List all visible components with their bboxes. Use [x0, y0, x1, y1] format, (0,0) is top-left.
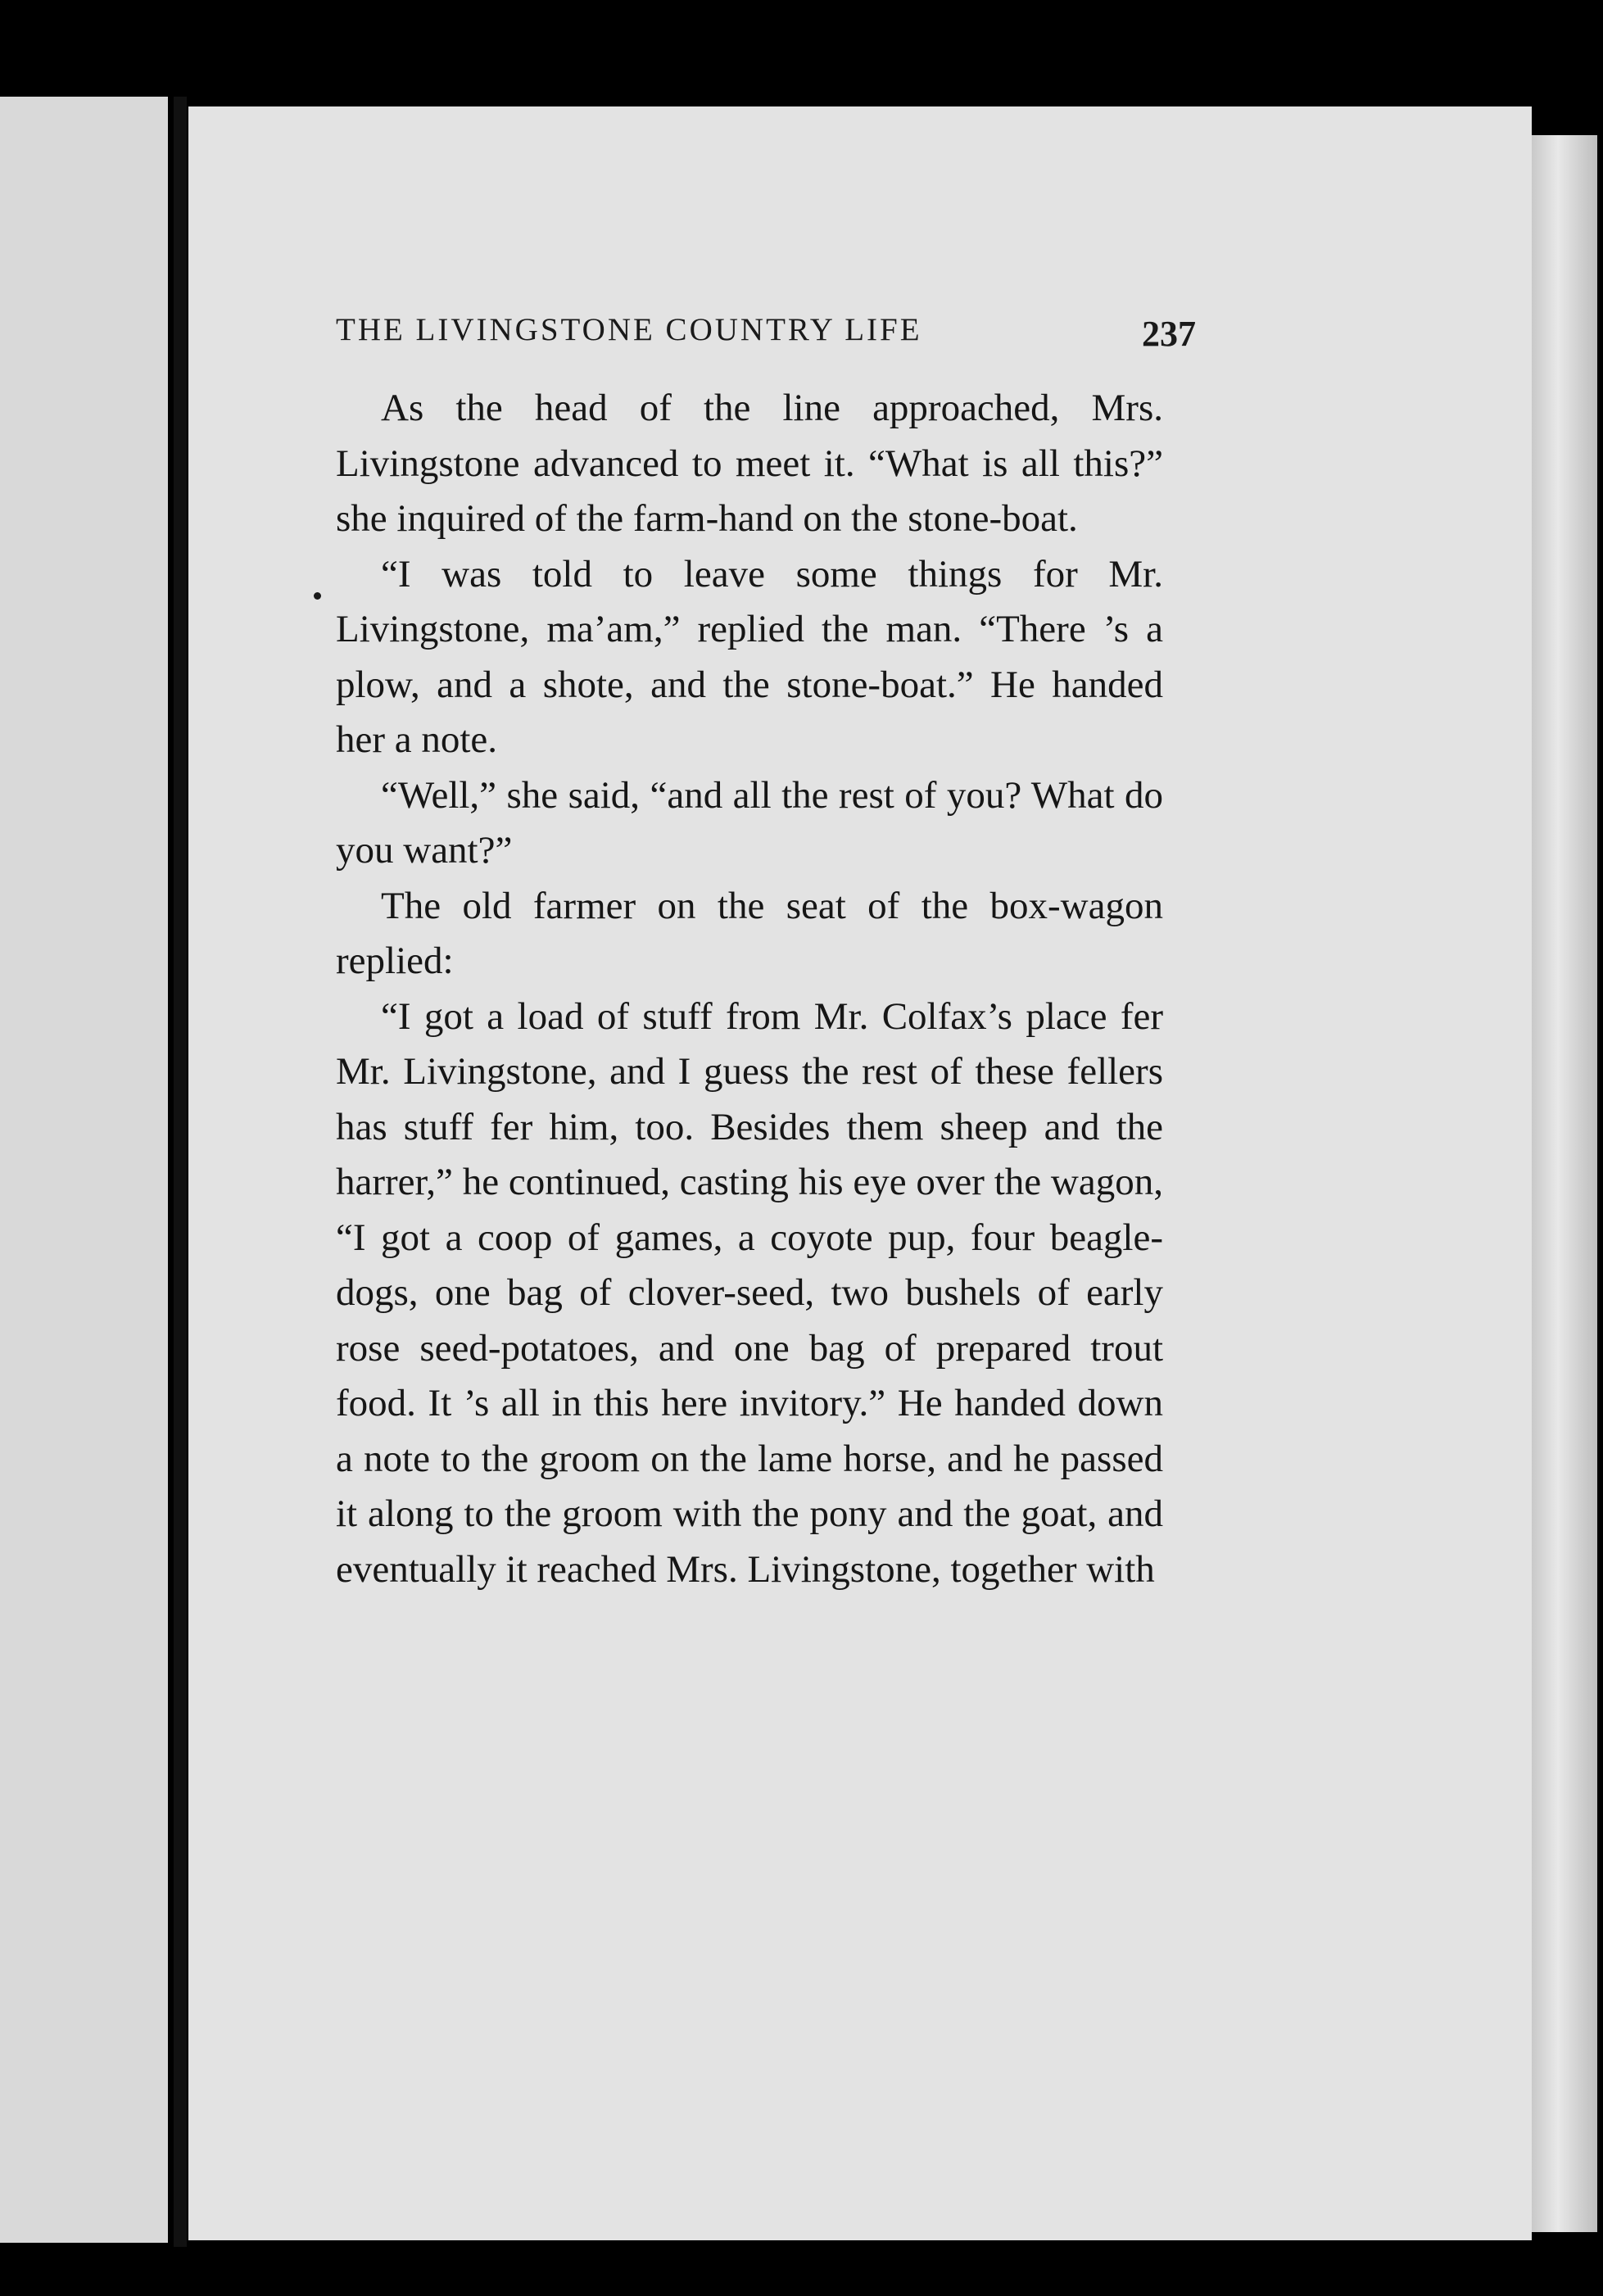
- page-edge-right: [1532, 135, 1597, 2232]
- paragraph: “Well,” she said, “and all the rest of you? What do you want?”: [336, 773, 1163, 872]
- page-header: [336, 303, 1196, 360]
- paragraph: “I got a load of stuff from Mr. Colfax’s place fer Mr. Livingstone, and I guess the rest of these fellers has stuff fer him, too. Besides them sheep and the harrer,” he continued, casting his eye over the wagon, “I got a coop of games, a coyote pup, four beagle-dogs, one bag of clover-seed, two bushels of early rose seed-potatoes, and one bag of prepared trout food. It ’s all in this here invitory.” He handed down a note to the groom on the lame horse, and he passed it along to the groom with the pony and the goat, and eventually it reached Mrs. Livingstone, together with: [336, 994, 1163, 1591]
- paragraph: As the head of the line approached, Mrs. Livingstone advanced to meet it. “What is all this?” she inquired of the farm-hand on the stone-boat.: [336, 387, 1163, 540]
- paragraph: “I was told to leave some things for Mr. Livingstone, ma’am,” replied the man. “There ’s a plow, and a shote, and the stone-boat.” He handed her a note.: [336, 552, 1163, 761]
- body-text: [336, 381, 1163, 1597]
- page-number: 237: [1142, 314, 1196, 354]
- facing-page-edge: [0, 97, 168, 2243]
- paragraph: The old farmer on the seat of the box-wagon replied:: [336, 884, 1163, 982]
- margin-mark: [314, 592, 321, 600]
- running-head: THE LIVINGSTONE COUNTRY LIFE: [336, 312, 922, 347]
- book-gutter: [174, 97, 187, 2247]
